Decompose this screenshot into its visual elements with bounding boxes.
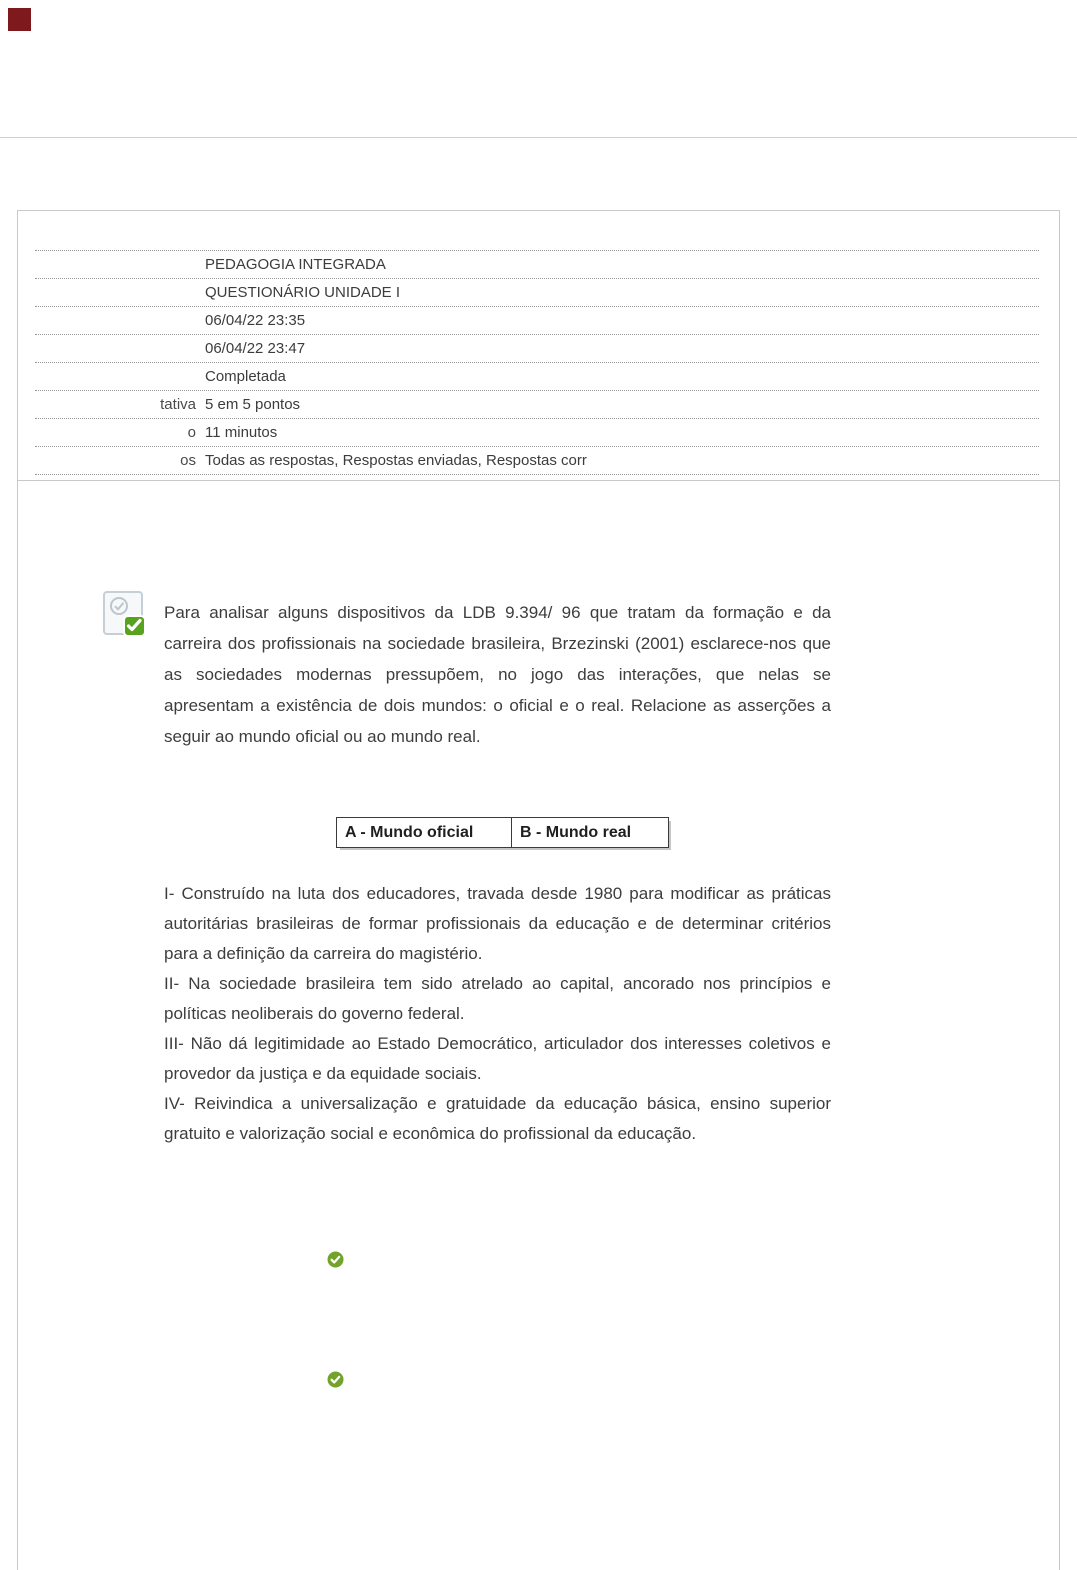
info-row-started: [35, 307, 1039, 335]
question-check-icon: [103, 591, 147, 639]
info-row-status: [35, 363, 1039, 391]
info-row-value: 06/04/22 23:35: [205, 312, 306, 329]
answer-key-table: [336, 817, 669, 848]
info-row-course: [35, 250, 1039, 279]
info-row-label: tativa: [160, 396, 196, 413]
info-row-elapsed-time: [35, 419, 1039, 447]
answer-key-cell-a: A - Mundo oficial: [337, 818, 512, 847]
submission-info-rows: [35, 250, 1039, 475]
info-row-test: [35, 279, 1039, 307]
info-row-value: PEDAGOGIA INTEGRADA: [205, 256, 386, 273]
info-row-submitted: [35, 335, 1039, 363]
question-item-4: IV- Reivindica a universalização e gratuidade da educação básica, ensino superior gratuito e valorização social e econômica do profissional da educação.: [164, 1094, 831, 1143]
info-row-results-displayed: [35, 447, 1039, 475]
info-row-attempt-score: [35, 391, 1039, 419]
info-row-value: 06/04/22 23:47: [205, 340, 306, 357]
info-row-value: QUESTIONÁRIO UNIDADE I: [205, 284, 401, 301]
info-row-label: os: [180, 452, 196, 469]
question-item-2: II- Na sociedade brasileira tem sido atrelado ao capital, ancorado nos princípios e políticas neoliberais do governo federal.: [164, 974, 831, 1023]
question-items: [164, 879, 831, 1149]
info-row-value: Todas as respostas, Respostas enviadas, Respostas corr: [205, 452, 587, 469]
info-row-value: Completada: [205, 368, 286, 385]
question-text: Para analisar alguns dispositivos da LDB 9.394/ 96 que tratam da formação e da carreira dos profissionais na sociedade brasileira, Brzezinski (2001) esclarece-nos que as sociedades modernas pressupõem, no jogo das interações, que nelas se apresentam a existência de dois mundos: o oficial e o real. Relacione as asserções a seguir ao mundo oficial ou ao mundo real.: [164, 603, 831, 746]
correct-answer-check-icon: [327, 1251, 344, 1268]
header-divider: [0, 137, 1077, 138]
question-item-3: III- Não dá legitimidade ao Estado Democrático, articulador dos interesses coletivos e provedor da justiça e da equidade sociais.: [164, 1034, 831, 1083]
submission-info-panel: [17, 210, 1060, 481]
answer-key-cell-b: B - Mundo real: [520, 824, 632, 841]
question-item-1: I- Construído na luta dos educadores, travada desde 1980 para modificar as práticas autoritárias brasileiras de formar profissionais da educação e de determinar critérios para a definição da carreira do magistério.: [164, 884, 831, 963]
info-row-label: o: [187, 424, 196, 441]
question-panel: [17, 481, 1060, 1570]
info-row-value: 5 em 5 pontos: [205, 396, 301, 413]
brand-logo-fragment: [8, 8, 31, 31]
correct-answer-check-icon: [327, 1371, 344, 1388]
info-row-value: 11 minutos: [205, 424, 278, 441]
